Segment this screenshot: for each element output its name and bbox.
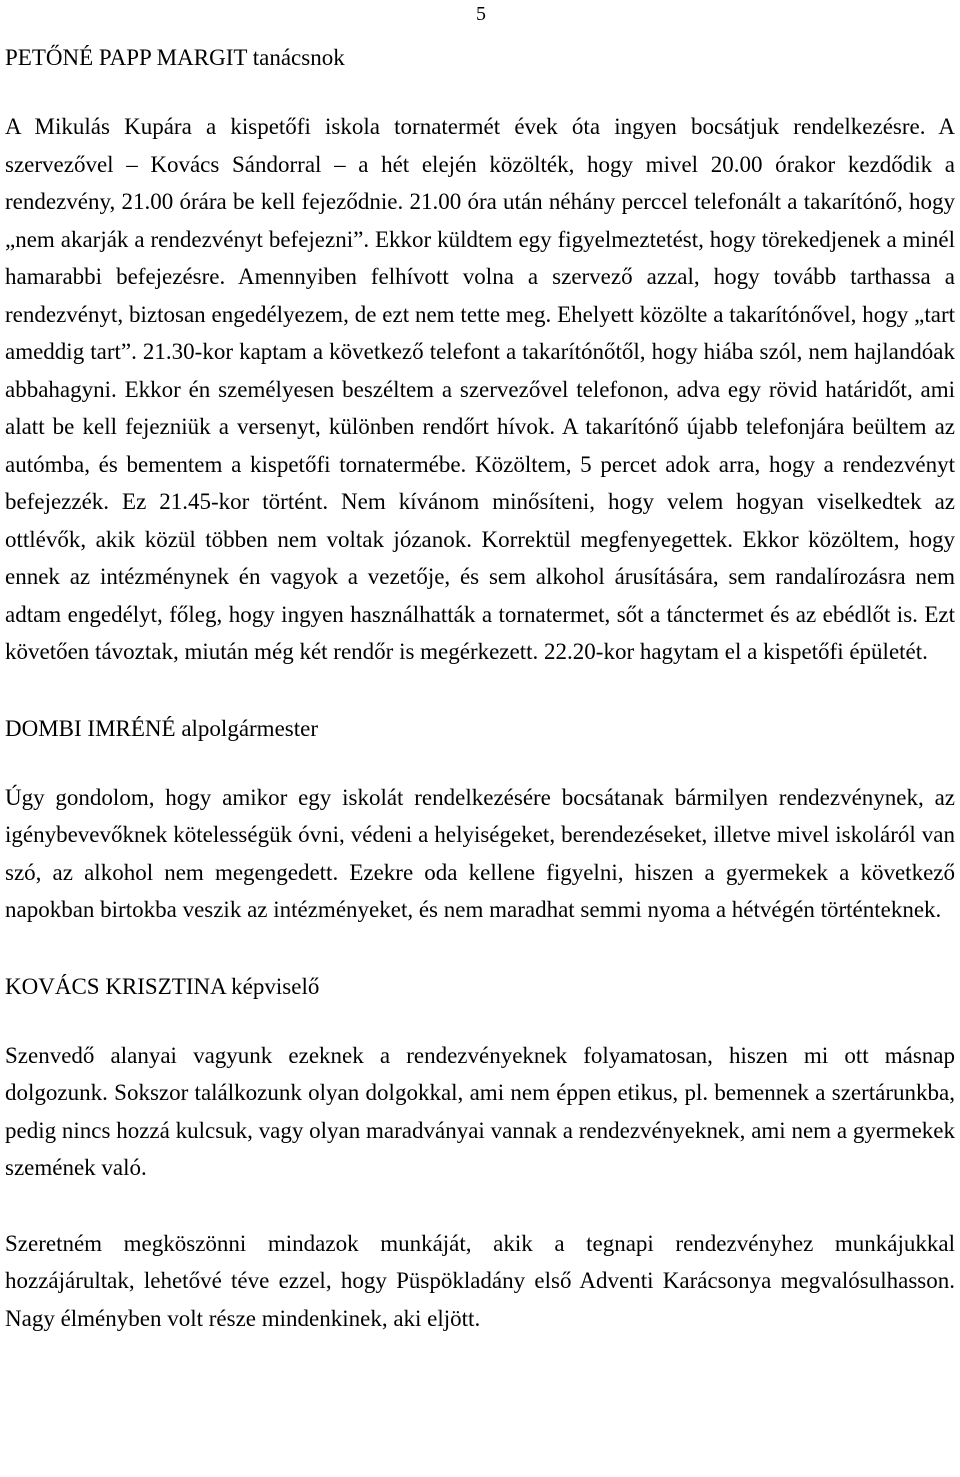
speaker-name: PETŐNÉ PAPP MARGIT tanácsnok — [5, 45, 345, 70]
page-number: 5 — [476, 3, 486, 25]
speaker-name: KOVÁCS KRISZTINA képviselő — [5, 973, 320, 999]
speech-paragraph: A Mikulás Kupára a kispetőfi iskola tornatermét évek óta ingyen bocsátjuk rendelkezésre. A szervezővel – Kovács Sándorral – a hét elején közölték, hogy mivel 20.00 órakor kezdődik a rendezvény, 21.00 órára be kell fejeződnie. 21.00 óra után néhány perccel telefonált a takarítónő, hogy „nem akarják a rendezvényt befejezni”. Ekkor küldtem egy figyelmeztetést, hogy törekedjenek a minél hamarabbi befejezésre. Amennyiben felhívott volna a szervező azzal, hogy tovább tarthassa a rendezvényt, biztosan engedélyezem, de ezt nem tette meg. Ehelyett közölte a takarítónővel, hogy „tart ameddig tart”. 21.30-kor kaptam a következő telefont a takarítónőtől, hogy hiába szól, nem hajlandóak abbahagyni. Ekkor én személyesen beszéltem a szervezővel telefonon, adva egy rövid határidőt, ami alatt be kell fejezniük a versenyt, különben rendőrt hívok. A takarítónő újabb telefonjára beültem az autómba, és bementem a kispetőfi tornatermébe. Közöltem, 5 percet adok arra, hogy a rendezvényt befejezzék. Ez 21.45-kor történt. Nem kívánom minősíteni, hogy velem hogyan viselkedtek az ottlévők, akik közül többen nem voltak józanok. Korrektül megfenyegettek. Ekkor közöltem, hogy ennek az intézménynek én vagyok a vezetője, és sem alkohol árusítására, sem randalírozásra nem adtam engedélyt, főleg, hogy ingyen használhatták a tornatermet, sőt a tánctermet és az ebédlőt is. Ezt követően távoztak, miután még két rendőr is megérkezett. 22.20-kor hagytam el a kispetőfi épületét. — [5, 114, 955, 664]
speech-paragraph: Szenvedő alanyai vagyunk ezeknek a rendezvényeknek folyamatosan, hiszen mi ott másnap dolgozunk. Sokszor találkozunk olyan dolgokkal, ami nem éppen etikus, pl. bemennek a szertárunkba, pedig nincs hozzá kulcsuk, vagy olyan maradványai vannak a rendezvényeknek, ami nem a gyermekek szemének való. — [5, 1042, 955, 1180]
speech-section-2 — [5, 711, 955, 929]
speech-section-3 — [5, 969, 955, 1338]
speech-paragraph: Úgy gondolom, hogy amikor egy iskolát rendelkezésére bocsátanak bármilyen rendezvénynek, az igénybevevőknek kötelességük óvni, védeni a helyiségeket, berendezéseket, illetve mivel iskoláról van szó, az alkohol nem megengedett. Ezekre oda kellene figyelni, hiszen a gyermekek a következő napokban birtokba veszik az intézményeket, és nem maradhat semmi nyoma a hétvégén történteknek. — [5, 784, 955, 922]
speech-section-1 — [5, 40, 955, 671]
speaker-name: DOMBI IMRÉNÉ alpolgármester — [5, 715, 318, 741]
document-body — [5, 40, 955, 1337]
speech-paragraph: Szeretném megköszönni mindazok munkáját, akik a tegnapi rendezvényhez munkájukkal hozzájárultak, lehetővé téve ezzel, hogy Püspökladány első Adventi Karácsonya megvalósulhasson. Nagy élményben volt része mindenkinek, aki eljött. — [5, 1230, 955, 1331]
